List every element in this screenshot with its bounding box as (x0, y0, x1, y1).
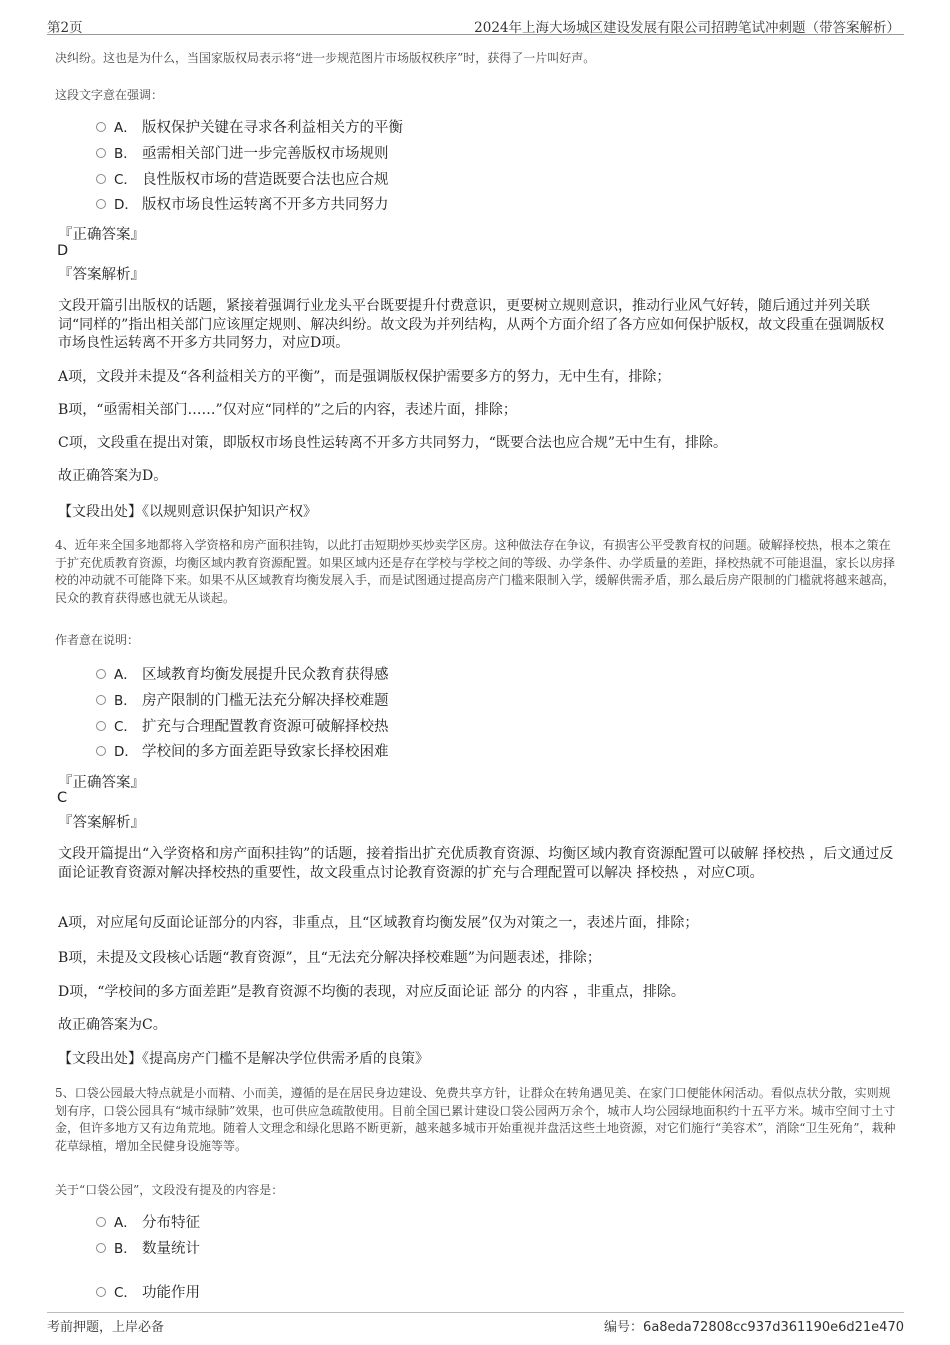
q4-option-c[interactable]: C． 扩充与合理配置教育资源可破解择校热 (96, 717, 389, 737)
q3-analysis-conclusion: 故正确答案为D。 (58, 468, 168, 484)
document-title: 2024年上海大场城区建设发展有限公司招聘笔试冲刺题（带答案解析） (474, 20, 900, 36)
page-number: 第2页 (47, 20, 83, 36)
q4-prompt: 作者意在说明： (55, 633, 140, 647)
radio-icon[interactable] (96, 199, 106, 209)
page-footer (47, 1312, 904, 1335)
q3-answer: D (57, 243, 69, 259)
q3-option-c[interactable]: C． 良性版权市场的营造既要合法也应合规 (96, 170, 389, 190)
q5-option-c[interactable]: C． 功能作用 (96, 1283, 200, 1303)
radio-icon[interactable] (96, 695, 106, 705)
radio-icon[interactable] (96, 174, 106, 184)
q3-analysis-b: B项，“亟需相关部门……”仅对应“同样的”之后的内容，表述片面，排除； (58, 402, 517, 418)
q4-analysis-main: 文段开篇提出“入学资格和房产面积挂钩”的话题，接着指出扩充优质教育资源、均衡区域内教育资源配置可以破解 择校热 ，后文通过反面论证教育资源对解决择校热的重要性，故文段重点讨论教育资源的扩充与合理配置可以解决 择校热 ，对应C项。 (58, 846, 894, 881)
q4-analysis-conclusion: 故正确答案为C。 (58, 1017, 167, 1033)
q4-option-b[interactable]: B． 房产限制的门槛无法充分解决择校难题 (96, 691, 389, 711)
q4-option-a[interactable]: A． 区域教育均衡发展提升民众教育获得感 (96, 665, 389, 685)
q5-option-b[interactable]: B． 数量统计 (96, 1239, 200, 1259)
q3-analysis-c: C项，文段重在提出对策，即版权市场良性运转离不开多方共同努力，“既要合法也应合规”无中生有，排除。 (58, 435, 728, 451)
radio-icon[interactable] (96, 669, 106, 679)
q3-analysis-label: 『答案解析』 (58, 267, 145, 283)
radio-icon[interactable] (96, 1287, 106, 1297)
q3-analysis-main: 文段开篇引出版权的话题，紧接着强调行业龙头平台既要提升付费意识，更要树立规则意识，推动行业风气好转，随后通过并列关联词“同样的”指出相关部门应该厘定规则、解决纠纷。故文段为并列结构，从两个方面介绍了各方应如何保护版权，故文段重在强调版权市场良性运转离不开多方共同努力，对应D项。 (58, 298, 885, 351)
q4-analysis-a: A项，对应尾句反面论证部分的内容，非重点，且“区域教育均衡发展”仅为对策之一，表述片面，排除； (58, 915, 699, 931)
q4-analysis-d: D项，“学校间的多方面差距”是教育资源不均衡的表现，对应反面论证 部分 的内容 ，非重点，排除。 (58, 984, 685, 1000)
q4-answer-label: 『正确答案』 (58, 775, 145, 791)
radio-icon[interactable] (96, 148, 106, 158)
radio-icon[interactable] (96, 746, 106, 756)
q4-option-d[interactable]: D． 学校间的多方面差距导致家长择校困难 (96, 742, 389, 762)
q4-passage: 4、近年来全国多地都将入学资格和房产面积挂钩，以此打击短期炒买炒卖学区房。这种做法存在争议，有损害公平受教育权的问题。破解择校热，根本之策在于扩充优质教育资源，均衡区域内教育资源配置。如果区域内还是存在学校与学校之间的等级、办学条件、办学质量的差距，择校热就不可能退温，家长以房择校的冲动就不可能降下来。如果不从区域教育均衡发展入手，而是试图通过提高房产门槛来限制入学，缓解供需矛盾，那么最后房产限制的门槛就将越来越高，民众的教育获得感也就无从谈起。 (55, 538, 896, 605)
footer-slogan: 考前押题，上岸必备 (47, 1320, 165, 1335)
q3-analysis-a: A项，文段并未提及“各利益相关方的平衡”，而是强调版权保护需要多方的努力，无中生有，排除； (58, 369, 671, 385)
document-id (604, 1316, 904, 1335)
radio-icon[interactable] (96, 122, 106, 132)
q3-passage-tail: 决纠纷。这也是为什么，当国家版权局表示将“进一步规范图片市场版权秩序”时，获得了一片叫好声。 (55, 51, 596, 65)
q3-source: 【文段出处】《以规则意识保护知识产权》 (58, 504, 317, 520)
q3-answer-label: 『正确答案』 (58, 227, 145, 243)
radio-icon[interactable] (96, 1243, 106, 1253)
q5-passage: 5、口袋公园最大特点就是小而精、小而美，遵循的是在居民身边建设、免费共享方针，让群众在转角遇见美、在家门口便能休闲活动。看似点状分散，实则规划有序，口袋公园具有“城市绿肺”效果，也可供应急疏散使用。目前全国已累计建设口袋公园两万余个，城市人均公园绿地面积约十五平方米。城市空间寸土寸金，但许多地方又有边角荒地。随着人文理念和绿化思路不断更新，越来越多城市开始重视并盘活这些土地资源，对它们施行“美容术”，消除“卫生死角”，栽种花草绿植，增加全民健身设施等等。 (55, 1086, 896, 1153)
document-id-label: 编号： (604, 1320, 644, 1335)
page-header (47, 14, 904, 35)
q5-prompt: 关于“口袋公园”，文段没有提及的内容是： (55, 1183, 284, 1197)
q5-option-a[interactable]: A． 分布特征 (96, 1213, 200, 1233)
document-id-value: 6a8eda72808cc937d361190e6d21e470 (643, 1320, 904, 1335)
q4-analysis-label: 『答案解析』 (58, 815, 145, 831)
q4-source: 【文段出处】《提高房产门槛不是解决学位供需矛盾的良策》 (58, 1051, 429, 1067)
q3-option-d[interactable]: D． 版权市场良性运转离不开多方共同努力 (96, 195, 389, 215)
q3-option-b[interactable]: B． 亟需相关部门进一步完善版权市场规则 (96, 144, 389, 164)
q3-option-a[interactable]: A． 版权保护关键在寻求各利益相关方的平衡 (96, 118, 403, 138)
radio-icon[interactable] (96, 721, 106, 731)
radio-icon[interactable] (96, 1217, 106, 1227)
q4-answer: C (57, 790, 68, 806)
q3-prompt: 这段文字意在强调： (55, 88, 164, 102)
q4-analysis-b: B项，未提及文段核心话题“教育资源”，且“无法充分解决择校难题”为问题表述，排除； (58, 950, 601, 966)
